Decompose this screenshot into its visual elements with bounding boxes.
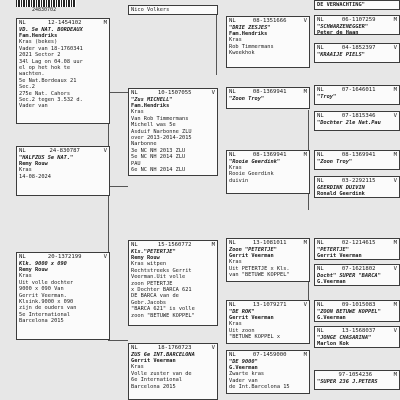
pedigree-card-ggp [226,238,310,282]
ring-number: 08-1369941 [341,152,376,158]
card-line: DE BARCA van de [131,293,179,300]
card-line: "PETERTJE" [317,246,349,253]
card-line: 6e NC NH 2014 ZLU [131,167,186,174]
pedigree-card-gggp [314,326,400,348]
card-line: VD. 5e NAT. BORDEAUX [19,26,83,33]
card-line: 275e Nat. Cahors [19,90,71,97]
card-line: PAU [131,160,141,167]
card-line: "BARCA 621" is volle [131,306,195,313]
card-line: Kweekhok [229,50,255,57]
card-line: 3e NC NH 2013 ZLU [131,147,186,154]
card-line: Vader van [229,377,258,384]
card-line: Ronald Geerdink [317,191,365,197]
ring-number: 08-1351666 [252,18,287,24]
country-code: NL [317,87,324,93]
card-line: 5e NC NH 2014 ZLU [131,154,186,161]
card-line: Uit volle dochter [19,279,74,286]
ring-number: 04-1852397 [341,45,376,51]
connector-line [108,340,128,341]
card-line: de Int.Barcelona 15 [229,384,290,391]
pedigree-card-dam [16,252,110,340]
ring-number: 08-1369941 [252,89,287,95]
ring-number: 13-1079271 [252,302,287,308]
country-code: NL [19,20,26,26]
sex-label: V [393,45,397,51]
card-line: "Dochter 2le Nat.Pau [317,119,381,126]
ring-number: 18-1760723 [157,345,192,351]
card-line: "ZOON BETUWE KOPPEL" [317,308,381,315]
card-line: zijn de ouders van [19,305,77,312]
country-code: NL [229,302,236,308]
pedigree-card-partial [128,5,218,15]
pedigree-card-gggp [314,43,400,63]
card-header [229,89,307,96]
card-line: "SCHWARZENEGGER" [317,23,369,30]
sex-label: V [211,90,215,96]
card-header [317,17,397,24]
card-line: Gerrit Veerman. [19,292,67,299]
card-line: 6e International [131,377,183,384]
sex-label: V [303,18,307,24]
sex-label: V [393,328,397,334]
card-header [19,148,107,155]
sex-label: M [393,17,397,23]
pedigree-card-gggp [314,238,400,260]
card-line: over 2013-2014-2015 [131,135,192,142]
card-line: Gerrit Veerman [131,358,176,364]
card-line: Remy Rouw [131,255,160,261]
ring-number: 97-1054236 [338,372,373,378]
card-line: Gerrit Veerman [229,315,274,321]
pedigree-card-partial [314,0,400,10]
ring-number: 13-1568037 [341,328,376,334]
sex-label: V [393,178,397,184]
pedigree-card-gggp [314,85,400,105]
ring-number: 07-1621802 [341,266,376,272]
card-header [229,18,307,25]
barcode [16,0,76,7]
card-line: "BETUWE KOPPEL x [229,334,281,341]
card-line: Peter de Haan [317,30,359,35]
card-line: Van Rob Timmermans [131,115,189,122]
card-line: "DE ROK" [229,308,255,315]
country-code: NL [131,345,138,351]
ring-number: 03-2292115 [341,178,376,184]
card-line: Fam.Hendriks [131,103,170,109]
sex-label: M [211,242,215,248]
card-line: Narbonne [131,141,157,148]
card-line: Docht" SUPER "BARCA" [317,272,381,279]
sex-label: V [303,302,307,308]
card-line: "SUPER 236 J.PETERS [317,378,378,385]
pedigree-card-gggp [314,150,400,170]
card-header [317,45,397,52]
card-header [317,328,397,335]
card-line: Gebr.Jacobs [131,299,167,306]
card-line: G.Veerman [317,279,346,285]
country-code: NL [317,178,324,184]
sex-label: M [303,240,307,246]
pedigree-card-subject [16,146,110,196]
card-line: Zoon "PETERTJE" [229,246,277,253]
card-line: 2021 Sector 2 [19,52,61,59]
ring-number: 15-1560772 [157,242,192,248]
card-line: Marlon Kok [317,341,349,347]
card-line: Rob Timmermans [229,43,274,50]
card-line: Kras [229,321,242,328]
connector-line [108,92,128,93]
card-line: 5e International [19,311,71,318]
card-line: Barcelona 2015 [131,383,176,390]
card-line: x Dochter BARCA 621 [131,287,192,294]
sex-label: M [303,352,307,358]
country-code: NL [317,240,324,246]
sex-label: M [393,372,397,378]
pedigree-card-gggp [314,176,400,198]
card-line: Kras (bekes) [19,39,58,46]
card-line: "DRIE ZESJES" [229,24,271,31]
card-line: G.Veerman [317,315,346,321]
pedigree-card-ggp [226,87,310,109]
card-line: "JONGE CHASARINA" [317,334,372,341]
card-line: Klsink.9000 x 090 [19,299,74,306]
card-header [317,113,397,120]
country-code: NL [131,242,138,248]
card-line: Gerrit Veerman [229,253,274,259]
card-header [317,87,397,94]
country-code: NL [19,148,26,154]
country-code: NL [317,302,324,308]
card-line: Remy Rouw [19,161,48,167]
sex-label: V [103,254,107,260]
card-line: Veerman.Uit volle [131,274,186,281]
connector-line [308,110,309,150]
sex-label: M [393,240,397,246]
card-line: Kls."PETERTJE" [131,248,176,255]
card-line: "Troy" [317,93,337,100]
card-line: Sec.2 tegen 3.532 d. [19,97,83,104]
card-line: Fam.Hendriks [229,31,268,37]
card-header [229,152,307,159]
sex-label: V [103,148,107,154]
pedigree-card-granddam-2 [128,343,218,400]
card-line: Klk. 9000 x 090 [19,260,67,267]
pedigree-card-ggp [226,350,310,394]
ring-number: 06-1107259 [341,17,376,23]
card-line: Uit zoon [229,327,255,334]
ring-number: 02-1214615 [341,240,376,246]
card-line: "Zoon Troy" [317,158,353,165]
sex-label: V [393,266,397,272]
ring-number: 13-1081011 [252,240,287,246]
country-code: NL [19,254,26,260]
country-code: NL [317,113,324,119]
card-line: 9000 x 090 Van [19,286,64,293]
card-header [317,302,397,309]
card-line: Kras [19,273,32,280]
card-header [317,372,397,379]
card-line: Kras [131,364,144,371]
card-line: "Zoon Troy" [229,95,265,102]
card-line: Zwarte kras [229,371,265,378]
pedigree-card-granddam [128,240,218,326]
country-code: NL [317,266,324,272]
country-code: NL [317,152,324,158]
sex-label: M [303,89,307,95]
pedigree-card-gggp [314,300,400,322]
ring-number: 10-1507055 [157,90,192,96]
card-header [131,90,215,97]
ring-number: 07-1459000 [252,352,287,358]
pedigree-card-ggp [226,300,310,344]
card-header [229,352,307,359]
card-header [229,302,307,309]
card-header [131,242,215,249]
pedigree-card-ggp [226,150,310,194]
card-line: 34l Lag on 04.08 uur [19,58,83,65]
card-line: G.Veerman [229,365,258,371]
card-line: Uit PETERTJE x Kls. [229,265,290,272]
card-line: el op het hok te [19,65,71,72]
sex-label: M [393,152,397,158]
country-code: NL [131,90,138,96]
sex-label: V [393,113,397,119]
pedigree-card-grandsire [128,88,218,176]
card-line: van "BETUWE KOPPEL" [229,272,290,279]
card-line: ZUS 6e INT.BARCELONA [131,351,195,358]
card-header [317,266,397,273]
card-line: Fam.Hendriks [19,33,58,39]
card-header [229,240,307,247]
connector-line [108,186,128,187]
card-header [317,178,397,185]
country-code: NL [229,352,236,358]
card-line: Kras witpen [131,261,167,268]
card-line: Rechtstreeks Gerrit [131,267,192,274]
ring-number: 07-1815346 [341,113,376,119]
card-line: Volle zuster van de [131,370,192,377]
card-line: "Zus MICHELL" [131,96,173,103]
pedigree-card-sire [16,18,110,124]
card-line: "KRAAIJE PIELS" [317,51,365,58]
ring-number: 07-1646011 [341,87,376,93]
card-line: Sec.2 [19,84,35,91]
card-line: Vader van [19,103,48,110]
card-line: Kras [229,165,242,171]
sex-label: M [393,302,397,308]
card-header [317,152,397,159]
card-line: Kras [229,37,242,44]
card-line: DE VERWACHTING" [317,2,365,8]
card-line: Barcelona 2015 [19,318,64,325]
card-line: 14-08-2024 [19,173,51,180]
card-line: Kras [229,259,242,266]
pedigree-card-gggp [314,111,400,131]
card-line: wachten. [19,71,45,78]
ring-number: 12-1454102 [47,20,82,26]
card-line: Gerrit Veerman [317,253,362,259]
card-line: "DE 9000" [229,358,258,365]
card-line: Kras [131,109,144,116]
card-line: Vader van 18-1760341 [19,45,83,52]
card-line: zoon "BETUWE KOPPEL" [131,312,195,319]
sex-label: M [103,20,107,26]
card-line: Asduif Narbonne ZLU [131,128,192,135]
country-code: NL [229,152,236,158]
card-line: "HALFZUS 5e NAT." [19,154,74,161]
country-code: NL [317,17,324,23]
ring-number: 24-830787 [49,148,80,154]
card-line: Michell was 5e [131,122,176,129]
pedigree-card-gggp [314,15,400,35]
pedigree-card-gggp [314,370,400,390]
country-code: NL [317,328,324,334]
ring-number: 09-1015083 [341,302,376,308]
country-code: NL [229,240,236,246]
ring-number: 08-1369941 [252,152,287,158]
country-code: NL [229,18,236,24]
card-line: Remy Rouw [19,267,48,273]
ring-number: 20-1372199 [47,254,82,260]
card-line: 5e Nat.Bordeaux 21 [19,77,77,84]
card-header [131,345,215,352]
card-header [19,254,107,261]
pedigree-card-gggp [314,264,400,286]
card-line: Kras [19,167,32,174]
card-line: "Rooie Geerdink" [229,158,281,165]
card-line: duivin [229,177,249,184]
card-line: zoon PETERTJE [131,280,173,287]
connector-line [216,5,217,75]
card-line: GEERDINK DUIVIN [317,184,365,191]
barcode-number: 24830702 [32,7,57,13]
card-line: Nico Volkers [131,7,170,13]
card-header [19,20,107,27]
card-header [317,240,397,247]
sex-label: M [393,87,397,93]
card-line: Rooie Geerdink [229,171,274,178]
pedigree-card-ggp [226,16,310,68]
sex-label: M [303,152,307,158]
sex-label: V [211,345,215,351]
country-code: NL [229,89,236,95]
country-code: NL [317,45,324,51]
